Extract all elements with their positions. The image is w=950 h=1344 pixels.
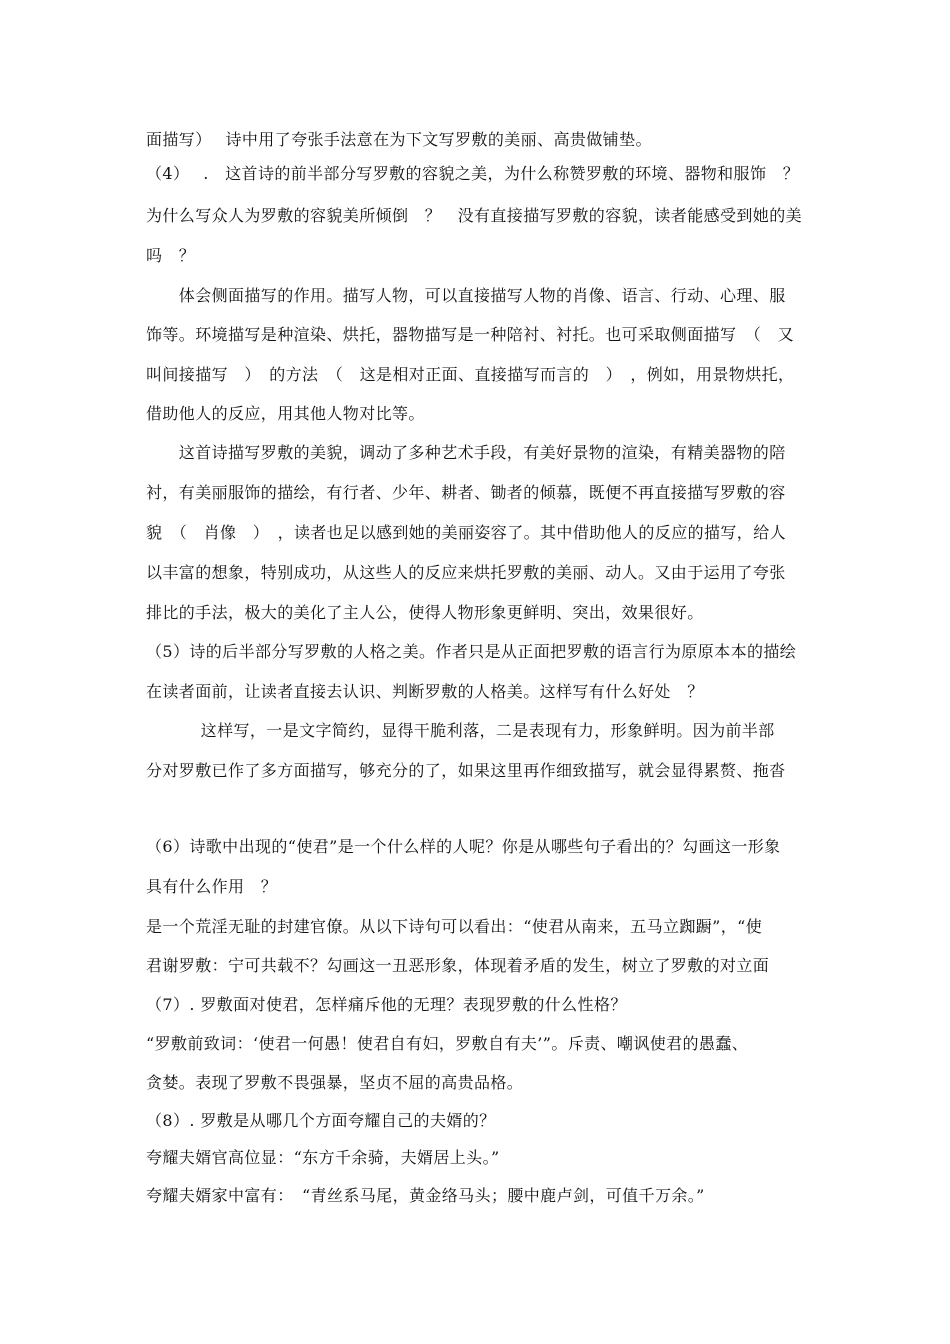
text-line: 这样写，一是文字简约，显得干脆利落，二是表现有力，形象鲜明。因为前半部 bbox=[146, 721, 775, 740]
text-line: 排比的手法，极大的美化了主人公，使得人物形象更鲜明、突出，效果很好。 bbox=[146, 603, 704, 622]
question-6-line: （6）诗歌中出现的“使君”是一个什么样的人呢？你是从哪些句子看出的？勾画这一形象 bbox=[146, 837, 781, 856]
text-line: 夸耀夫婿官高位显：“东方千余骑，夫婿居上头。” bbox=[146, 1148, 500, 1167]
question-4-line: （4） . 这首诗的前半部分写罗敷的容貌之美，为什么称赞罗敷的环境、器物和服饰 ？ bbox=[146, 164, 800, 183]
question-8-line: （8）. 罗敷是从哪几个方面夸耀自己的夫婿的？ bbox=[146, 1111, 496, 1130]
text-line: 叫间接描写 ） 的方法 （ 这是相对正面、直接描写而言的 ） ，例如，用景物烘托， bbox=[146, 365, 795, 384]
text-line: 是一个荒淫无耻的封建官僚。从以下诗句可以看出：“使君从南来，五马立踟蹰”，“使 bbox=[146, 917, 763, 936]
text-line: 具有什么作用 ？ bbox=[146, 877, 278, 896]
text-line: 面描写） 诗中用了夸张手法意在为下文写罗敷的美丽、高贵做铺垫。 bbox=[146, 130, 652, 149]
text-line: 这首诗描写罗敷的美貌，调动了多种艺术手段，有美好景物的渲染，有精美器物的陪 bbox=[146, 443, 786, 462]
text-line: 在读者面前，让读者直接去认识、判断罗敷的人格美。这样写有什么好处 ？ bbox=[146, 682, 704, 701]
text-line: 君谢罗敷：宁可共载不？勾画这一丑恶形象，体现着矛盾的发生，树立了罗敷的对立面 bbox=[146, 956, 770, 975]
text-line: 分对罗敷已作了多方面描写，够充分的了，如果这里再作细致描写，就会显得累赘、拖沓 bbox=[146, 761, 786, 780]
text-line: 夸耀夫婿家中富有： “青丝系马尾，黄金络马头；腰中鹿卢剑，可值千万余。” bbox=[146, 1186, 705, 1205]
text-line: 贪婪。表现了罗敷不畏强暴，坚贞不屈的高贵品格。 bbox=[146, 1073, 524, 1092]
question-5-line: （5）诗的后半部分写罗敷的人格之美。作者只是从正面把罗敷的语言行为原原本本的描绘 bbox=[146, 642, 797, 661]
text-line: “罗敷前致词：‘使君一何愚！使君自有妇，罗敷自有夫’”。斥责、嘲讽使君的愚蠢、 bbox=[146, 1034, 749, 1053]
text-line: 以丰富的想象，特别成功，从这些人的反应来烘托罗敷的美丽、动人。又由于运用了夸张 bbox=[146, 563, 786, 582]
text-line: 貌 （ 肖像 ） ，读者也足以感到她的美丽姿容了。其中借助他人的反应的描写，给人 bbox=[146, 523, 787, 542]
question-7-line: （7）. 罗敷面对使君，怎样痛斥他的无理？表现罗敷的什么性格？ bbox=[146, 995, 627, 1014]
text-line: 饰等。环境描写是种渲染、烘托，器物描写是一种陪衬、衬托。也可采取侧面描写 （ 又 bbox=[146, 325, 795, 344]
text-line: 借助他人的反应，用其他人物对比等。 bbox=[146, 404, 425, 423]
text-line: 为什么写众人为罗敷的容貌美所倾倒 ？ 没有直接描写罗敷的容貌，读者能感受到她的美 bbox=[146, 206, 803, 225]
text-line: 吗 ？ bbox=[146, 246, 196, 265]
text-line: 衬，有美丽服饰的描绘，有行者、少年、耕者、锄者的倾慕，既便不再直接描写罗敷的容 bbox=[146, 483, 786, 502]
text-line: 体会侧面描写的作用。描写人物，可以直接描写人物的肖像、语言、行动、心理、服 bbox=[146, 286, 786, 305]
